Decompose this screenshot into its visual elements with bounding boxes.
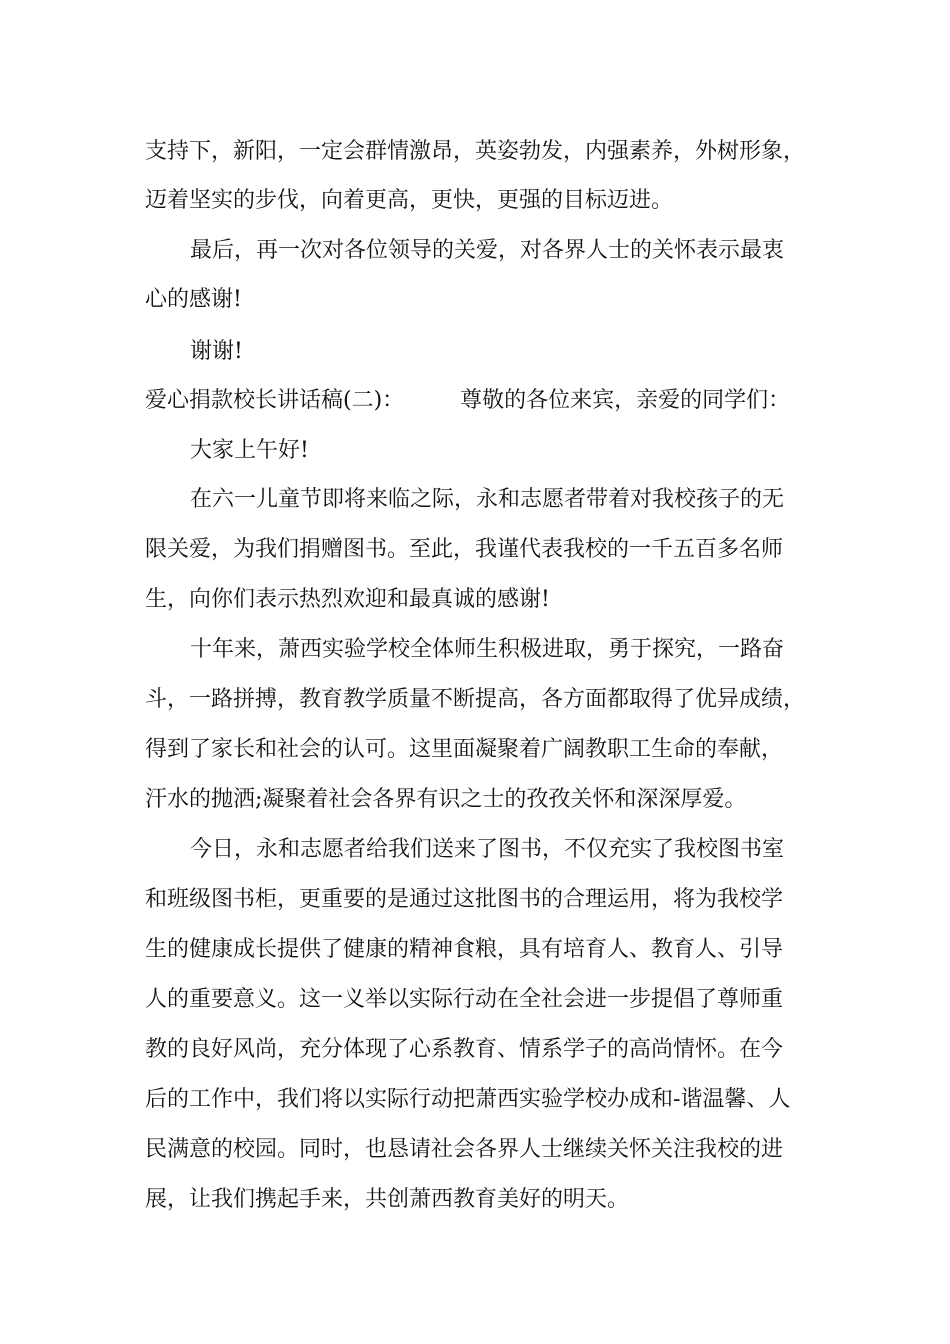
paragraph-line: 谢谢!	[190, 339, 243, 364]
paragraph-line: 心的感谢!	[145, 287, 242, 312]
paragraph-line: 今日，永和志愿者给我们送来了图书，不仅充实了我校图书室	[190, 837, 785, 862]
paragraph-line: 支持下，新阳，一定会群情激昂，英姿勃发，内强素养，外树形象，	[145, 139, 806, 164]
paragraph-line: 迈着坚实的步伐，向着更高，更快，更强的目标迈进。	[145, 188, 674, 213]
section-title: 爱心捐款校长讲话稿(二)：	[145, 388, 405, 413]
paragraph-line: 后的工作中，我们将以实际行动把萧西实验学校办成和-谐温馨、人	[145, 1087, 791, 1112]
paragraph-line: 展，让我们携起手来，共创萧西教育美好的明天。	[145, 1187, 630, 1212]
paragraph-line: 在六一儿童节即将来临之际，永和志愿者带着对我校孩子的无	[190, 487, 785, 512]
paragraph-line: 十年来，萧西实验学校全体师生积极进取，勇于探究，一路奋	[190, 637, 785, 662]
paragraph-line: 斗，一路拼搏，教育教学质量不断提高，各方面都取得了优异成绩，	[145, 687, 806, 712]
paragraph-line: 和班级图书柜，更重要的是通过这批图书的合理运用，将为我校学	[145, 887, 784, 912]
paragraph-line: 人的重要意义。这一义举以实际行动在全社会进一步提倡了尊师重	[145, 987, 784, 1012]
paragraph-line: 限关爱，为我们捐赠图书。至此，我谨代表我校的一千五百多名师	[145, 537, 784, 562]
paragraph-line: 生，向你们表示热烈欢迎和最真诚的感谢!	[145, 587, 550, 612]
paragraph-line: 最后，再一次对各位领导的关爱，对各界人士的关怀表示最衷	[190, 238, 785, 263]
paragraph-line: 民满意的校园。同时，也恳请社会各界人士继续关怀关注我校的进	[145, 1137, 784, 1162]
paragraph-line: 得到了家长和社会的认可。这里面凝聚着广阔教职工生命的奉献，	[145, 737, 784, 762]
paragraph-line: 大家上午好!	[190, 438, 309, 463]
paragraph-line: 教的良好风尚，充分体现了心系教育、情系学子的高尚情怀。在今	[145, 1037, 784, 1062]
paragraph-line: 生的健康成长提供了健康的精神食粮，具有培育人、教育人、引导	[145, 937, 784, 962]
salutation: 尊敬的各位来宾，亲爱的同学们：	[460, 388, 791, 413]
section-heading	[145, 387, 790, 415]
paragraph-line: 汗水的抛洒;凝聚着社会各界有识之士的孜孜关怀和深深厚爱。	[145, 787, 747, 812]
